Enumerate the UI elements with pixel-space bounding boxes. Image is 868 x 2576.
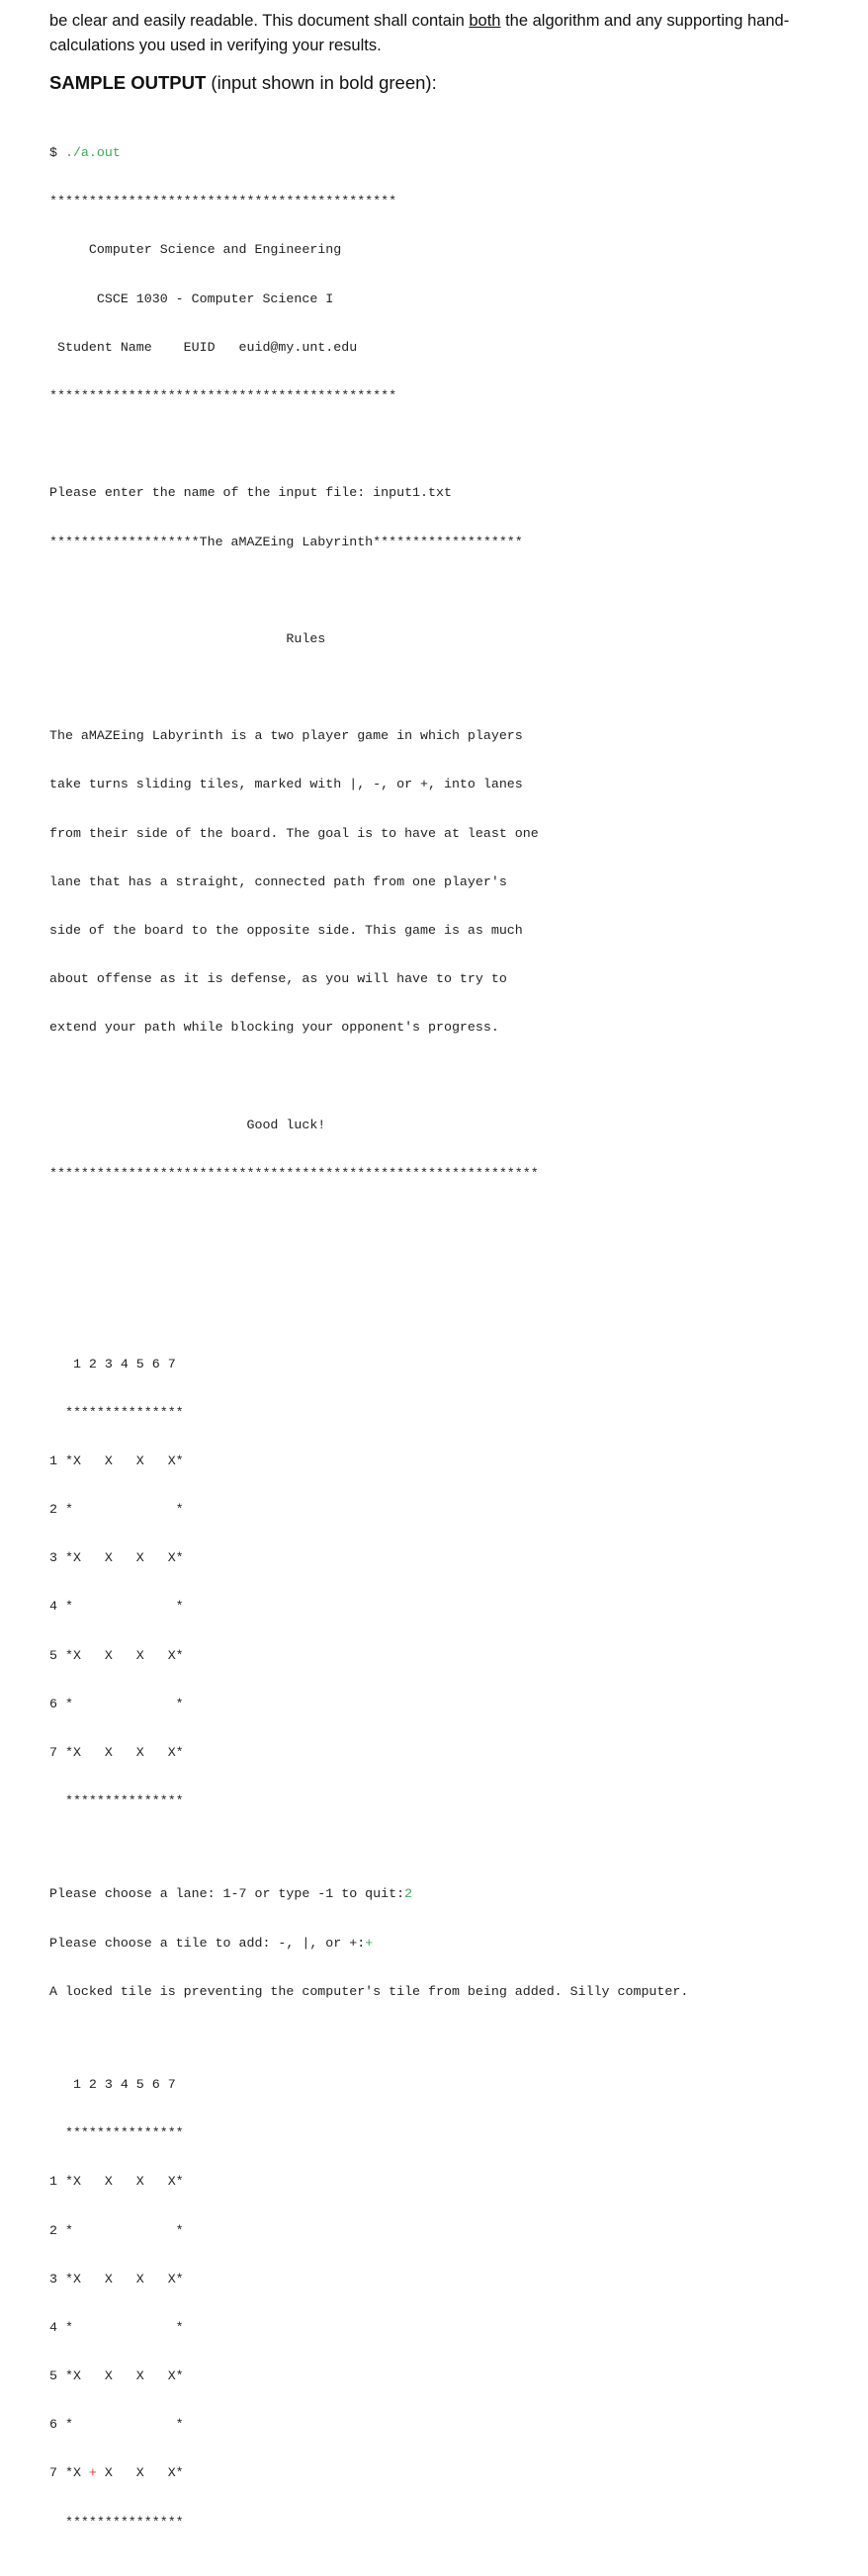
tile-prompt-line: Please choose a tile to add: -, |, or +:+	[49, 1935, 374, 1951]
header-border-top: ********************************************	[49, 194, 397, 209]
board-row: 7 *X X X X*	[49, 1745, 184, 1760]
title-banner: *******************The aMAZEing Labyrinth*******************	[49, 534, 523, 549]
board-row: 1 *X X X X*	[49, 2174, 184, 2190]
rules-line: take turns sliding tiles, marked with |, -, or +, into lanes	[49, 777, 523, 792]
blank-line	[49, 435, 688, 454]
good-luck: Good luck!	[49, 1117, 326, 1132]
board-row: 4 * *	[49, 1599, 184, 1615]
board-row: 6 * *	[49, 2417, 184, 2433]
emphasis-both: both	[469, 12, 501, 30]
blank-line	[49, 581, 688, 600]
locked-tile-message: A locked tile is preventing the computer's tile from being added. Silly computer.	[49, 1983, 689, 1999]
blank-line	[49, 1067, 688, 1086]
header-border-bottom: ********************************************	[49, 387, 397, 403]
tile-input: +	[365, 1935, 374, 1951]
heading-bold: SAMPLE OUTPUT	[49, 72, 207, 93]
section-heading	[49, 72, 437, 94]
rules-line: lane that has a straight, connected path from one player's	[49, 873, 507, 889]
lane-input: 2	[404, 1886, 413, 1902]
board-row-last: 7 *X + X X X*	[49, 2465, 184, 2481]
board-column-header: 1 2 3 4 5 6 7	[49, 1356, 176, 1371]
board-border-bottom: ***************	[49, 1793, 184, 1809]
header-line-3: Student Name EUID euid@my.unt.edu	[49, 339, 358, 355]
board-row: 6 * *	[49, 1696, 184, 1711]
intro-line-1: be clear and easily readable. This document shall contain both the algorithm and any supporting hand-	[49, 12, 790, 30]
banner-border: **************************************************************	[49, 1165, 539, 1181]
board-column-header: 1 2 3 4 5 6 7	[49, 2076, 176, 2092]
board-row: 2 * *	[49, 1502, 184, 1518]
board-row: 5 *X X X X*	[49, 1647, 184, 1663]
rules-line: from their side of the board. The goal is to have at least one	[49, 825, 539, 841]
rules-line: The aMAZEing Labyrinth is a two player game in which players	[49, 728, 523, 744]
computer-tile: +	[88, 2465, 97, 2481]
rules-title: Rules	[49, 630, 326, 646]
board-border-top: ***************	[49, 2125, 184, 2141]
command-line: $ ./a.out	[49, 145, 121, 160]
blank-line	[49, 1261, 688, 1280]
heading-rest: (input shown in bold green):	[206, 72, 437, 93]
board-border-bottom: ***************	[49, 2514, 184, 2530]
board-row: 5 *X X X X*	[49, 2368, 184, 2384]
file-prompt: Please enter the name of the input file: input1.txt	[49, 485, 452, 501]
header-line-2: CSCE 1030 - Computer Science I	[49, 291, 334, 306]
intro-paragraph	[49, 9, 840, 57]
terminal-output	[49, 114, 688, 2576]
game-board-2	[49, 2045, 688, 2561]
lane-prompt-line: Please choose a lane: 1-7 or type -1 to quit:2	[49, 1886, 413, 1902]
game-board-1	[49, 1325, 688, 1841]
board-row: 4 * *	[49, 2319, 184, 2335]
board-row: 3 *X X X X*	[49, 2271, 184, 2286]
header-line-1: Computer Science and Engineering	[49, 242, 342, 258]
board-row: 2 * *	[49, 2222, 184, 2238]
rules-line: side of the board to the opposite side. This game is as much	[49, 923, 523, 938]
board-row: 3 *X X X X*	[49, 1550, 184, 1566]
blank-line	[49, 1212, 688, 1231]
rules-line: about offense as it is defense, as you will have to try to	[49, 971, 507, 987]
board-row: 1 *X X X X*	[49, 1453, 184, 1468]
board-border-top: ***************	[49, 1404, 184, 1420]
blank-line	[49, 678, 688, 697]
rules-line: extend your path while blocking your opponent's progress.	[49, 1020, 499, 1036]
command-input: ./a.out	[64, 145, 121, 160]
intro-line-2: calculations you used in verifying your results.	[49, 36, 382, 54]
